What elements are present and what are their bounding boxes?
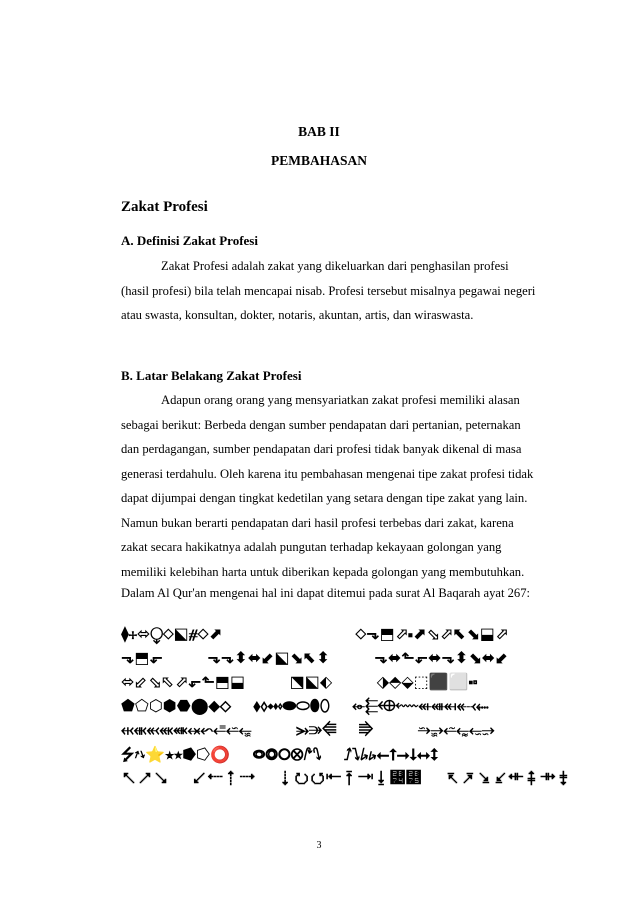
paragraph-line: dan perdagangan, sumber pendapatan dari profesi tidak banyak dikenal di masa bbox=[121, 442, 522, 456]
subsection-b-paragraph bbox=[121, 388, 541, 584]
chapter-title: PEMBAHASAN bbox=[270, 153, 367, 168]
symbol-line: ⧫⧾⬄⧬⬦⬕⧣⬦⬈ ⬦⬎⬒⬀⬝⬈⬂⬀⬉⬊⬓⬀ bbox=[121, 624, 509, 643]
chapter-number: BAB II bbox=[298, 124, 340, 139]
subsection-b-title: B. Latar Belakang Zakat Profesi bbox=[121, 368, 302, 383]
paragraph-line: Namun bukan berarti pendapatan dari hasil profesi terbebas dari zakat, karena bbox=[121, 515, 514, 530]
symbol-line: ⭦⭧⭨ ⭩⭪⭫⭬ ⭭⭮⭯⭰⭱⭲⭳⭴⭵ ⭶⭷⭸⭹⭺⭻⭼⭽ bbox=[121, 768, 572, 787]
paragraph-line: memiliki kelebihan harta untuk diberikan kepada golongan yang membutuhkan. bbox=[121, 564, 525, 579]
symbol-line: ⬹⬺⬻⬼⬽⬾⬿⭀⭁⭂ ⭃⭄⭅ ⭆ ⭇⭈⭉⭊⭋⭌ bbox=[121, 720, 495, 739]
symbol-line: ⬄⬃⬂⬁⬀⬐⬑⬒⬓ ⬔⬕⬖ ⬗⬘⬙⬚⬛⬜⬝⬞ bbox=[121, 672, 478, 691]
paragraph-line: (hasil profesi) bila telah mencapai nisab. Profesi tersebut misalnya pegawai negeri bbox=[121, 283, 536, 298]
page-number: 3 bbox=[316, 840, 322, 851]
symbol-line: ⬟⬠⬡⬢⬣⬤⬥⬦ ⬧⬨⬩⬪⬫⬬⬭⬮⬯ ⬰⬱⬲⬳⬴⬵⬶⬷⬸ bbox=[121, 696, 489, 715]
subsection-a-title: A. Definisi Zakat Profesi bbox=[121, 233, 258, 248]
paragraph-line: Adapun orang orang yang mensyariatkan zakat profesi memiliki alasan bbox=[161, 393, 520, 407]
paragraph-line: atau swasta, konsultan, dokter, notaris, akuntan, artis, dan wiraswasta. bbox=[121, 308, 474, 322]
symbol-line: ⬎⬒⬐ ⬎⬎⬍⬌⬋⬕⬊⬉⬍ ⬎⬌⬑⬐⬌⬎⬍⬊⬌⬋ bbox=[121, 648, 509, 667]
symbol-line: ⭍⭎⭏⭐⭑⭒⭓⭔⭕ ⭖⭗⭘⭙⭚⭛ ⭜⭝⭞⭟⭠⭡⭢⭣⭤⭥ bbox=[121, 745, 439, 764]
paragraph-line: dapat dijumpai dengan tingkat kedetilan yang setara dengan tipe zakat yang lain. bbox=[121, 491, 528, 505]
quran-intro-text: Dalam Al Qur'an mengenai hal ini dapat ditemui pada surat Al Baqarah ayat 267: bbox=[121, 586, 530, 600]
paragraph-line: generasi terdahulu. Oleh karena itu pembahasan mengenai tipe zakat profesi tidak bbox=[121, 466, 534, 481]
quran-intro bbox=[121, 581, 541, 606]
subsection-a-paragraph bbox=[121, 254, 541, 328]
paragraph-line: sebagai berikut: Berbeda dengan sumber pendapatan dari pertanian, peternakan bbox=[121, 417, 521, 432]
section-title: Zakat Profesi bbox=[121, 199, 208, 215]
paragraph-line: zakat secara hakikatnya adalah pungutan terhadap kekayaan golongan yang bbox=[121, 540, 502, 554]
paragraph-line: Zakat Profesi adalah zakat yang dikeluarkan dari penghasilan profesi bbox=[161, 259, 509, 273]
